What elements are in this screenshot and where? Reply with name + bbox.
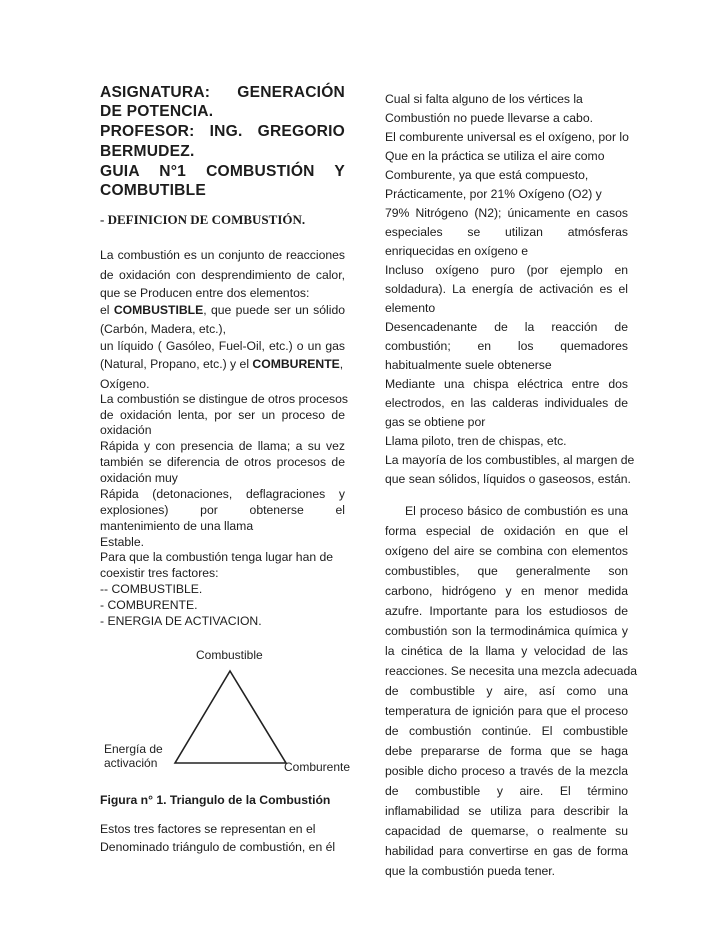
text-line: mantenimiento de una llama [100, 519, 254, 533]
text-line: Incluso oxígeno puro (por ejemplo en [385, 263, 628, 277]
text-line: -- COMBUSTIBLE. [100, 582, 203, 596]
text-line: 79% Nitrógeno (N2); únicamente en casos [385, 206, 628, 220]
text-line: combustibles, que generalmente son [385, 564, 628, 578]
text-line: Oxígeno. [100, 377, 150, 391]
text-line: Estable. [100, 535, 145, 549]
text-line: El proceso básico de combustión es una [405, 504, 628, 518]
text-line: explosiones) por obtenerse el [100, 503, 345, 517]
triangle-diagram [100, 645, 350, 775]
heading-line: DE POTENCIA. [100, 103, 214, 120]
heading-line: PROFESOR: ING. GREGORIO [100, 123, 345, 140]
term-comburente: COMBURENTE [252, 357, 340, 371]
text-line [100, 357, 345, 372]
text-line: habitualmente suele obtenerse [385, 358, 552, 372]
text-line: habilidad para convertirse en gas de forma [385, 844, 628, 858]
text-line: carbono, hidrógeno y en menor medida [385, 584, 628, 598]
text-line: Cual si falta alguno de los vértices la [385, 92, 583, 106]
text-line: debe prepararse de forma que se haga [385, 744, 628, 758]
text-line: forma especial de oxidación en que el [385, 524, 628, 538]
text-line: de oxidación lenta, por ser un proceso de [100, 408, 345, 422]
heading-line: ASIGNATURA: GENERACIÓN [100, 84, 345, 101]
section-title: - DEFINICION DE COMBUSTIÓN. [100, 212, 306, 227]
text-line [100, 303, 345, 318]
text-line: Llama piloto, tren de chispas, etc. [385, 434, 567, 448]
text-line: La combustión es un conjunto de reacciones [100, 248, 345, 262]
text-line: coexistir tres factores: [100, 566, 219, 580]
text-line: azufre. Importante para los estudiosos de [385, 604, 628, 618]
figure-caption: Figura n° 1. Triangulo de la Combustión [100, 793, 331, 807]
text-line: temperatura de ignición para que el proceso [385, 704, 628, 718]
text-run: el [100, 303, 114, 317]
label-energia-line-2: activación [104, 756, 158, 770]
text-line: de combustible y aire, así como una [385, 684, 628, 698]
triangle-shape [175, 671, 286, 763]
text-line: gas se obtiene por [385, 415, 486, 429]
text-line: combustión; en los quemadores [385, 339, 628, 353]
text-line: que sean sólidos, líquidos o gaseosos, están. [385, 472, 631, 486]
text-line: Denominado triángulo de combustión, en él [100, 840, 336, 854]
label-combustible: Combustible [196, 648, 263, 662]
label-comburente: Comburente [284, 760, 350, 774]
text-line: soldadura). La energía de activación es el [385, 282, 628, 296]
text-line: Mediante una chispa eléctrica entre dos [385, 377, 628, 391]
text-line: Estos tres factores se representan en el [100, 822, 316, 836]
text-line: Prácticamente, por 21% Oxígeno (O2) y [385, 187, 602, 201]
text-line: reacciones. Se necesita una mezcla adecuada [385, 664, 638, 678]
text-line: que se Producen entre dos elementos: [100, 286, 310, 300]
text-line: oxidación muy [100, 471, 178, 485]
text-line: (Carbón, Madera, etc.), [100, 322, 226, 336]
text-line: que la combustión pueda tener. [385, 864, 556, 878]
text-run: , que puede ser un sólido [203, 303, 346, 317]
text-line: La combustión se distingue de otros procesos [100, 392, 348, 406]
text-line: posible dicho proceso a través de la mezcla [385, 764, 628, 778]
text-line: Que en la práctica se utiliza el aire como [385, 149, 605, 163]
text-line: un líquido ( Gasóleo, Fuel-Oil, etc.) o un gas [100, 339, 345, 353]
term-combustible: COMBUSTIBLE [113, 303, 204, 317]
text-line: de combustible y aire. El término [385, 784, 628, 798]
text-line: - ENERGIA DE ACTIVACION. [100, 614, 262, 628]
text-line: también se diferencia de otros procesos de [100, 455, 345, 469]
combustion-triangle-figure [100, 645, 350, 775]
label-energia-line-1: Energía de [104, 742, 163, 756]
text-line: La mayoría de los combustibles, al margen de [385, 453, 635, 467]
text-line: electrodos, en las calderas individuales de [385, 396, 628, 410]
text-line: elemento [385, 301, 436, 315]
text-line: Desencadenante de la reacción de [385, 320, 628, 334]
text-line: la cinética de la llama y velocidad de las [385, 644, 628, 658]
text-line: de combustión continúe. El combustible [385, 724, 628, 738]
text-line: El comburente universal es el oxígeno, por lo [385, 130, 629, 144]
text-line: inflamabilidad se utiliza para describir la [385, 804, 628, 818]
text-line: enriquecidas en oxígeno e [385, 244, 528, 258]
text-line: - COMBURENTE. [100, 598, 198, 612]
text-run: , [339, 357, 344, 371]
heading-line: BERMUDEZ. [100, 143, 195, 160]
text-line: especiales se utilizan atmósferas [385, 225, 628, 239]
heading-line: COMBUTIBLE [100, 182, 206, 199]
text-line: oxígeno del aire se combina con elementos [385, 544, 628, 558]
text-line: capacidad de quemarse, o realmente su [385, 824, 628, 838]
text-line: combustión son la termodinámica química y [385, 624, 628, 638]
text-line: de oxidación con desprendimiento de calor, [100, 268, 345, 282]
text-line: Rápida y con presencia de llama; a su vez [100, 439, 345, 453]
text-line: Comburente, ya que está compuesto, [385, 168, 589, 182]
text-line: oxidación [100, 423, 152, 437]
heading-line: GUIA N°1 COMBUSTIÓN Y [100, 163, 345, 180]
text-line: Combustión no puede llevarse a cabo. [385, 111, 593, 125]
text-line: Rápida (detonaciones, deflagraciones y [100, 487, 345, 501]
text-line: Para que la combustión tenga lugar han de [100, 550, 334, 564]
text-run: (Natural, Propano, etc.) y el [100, 357, 253, 371]
